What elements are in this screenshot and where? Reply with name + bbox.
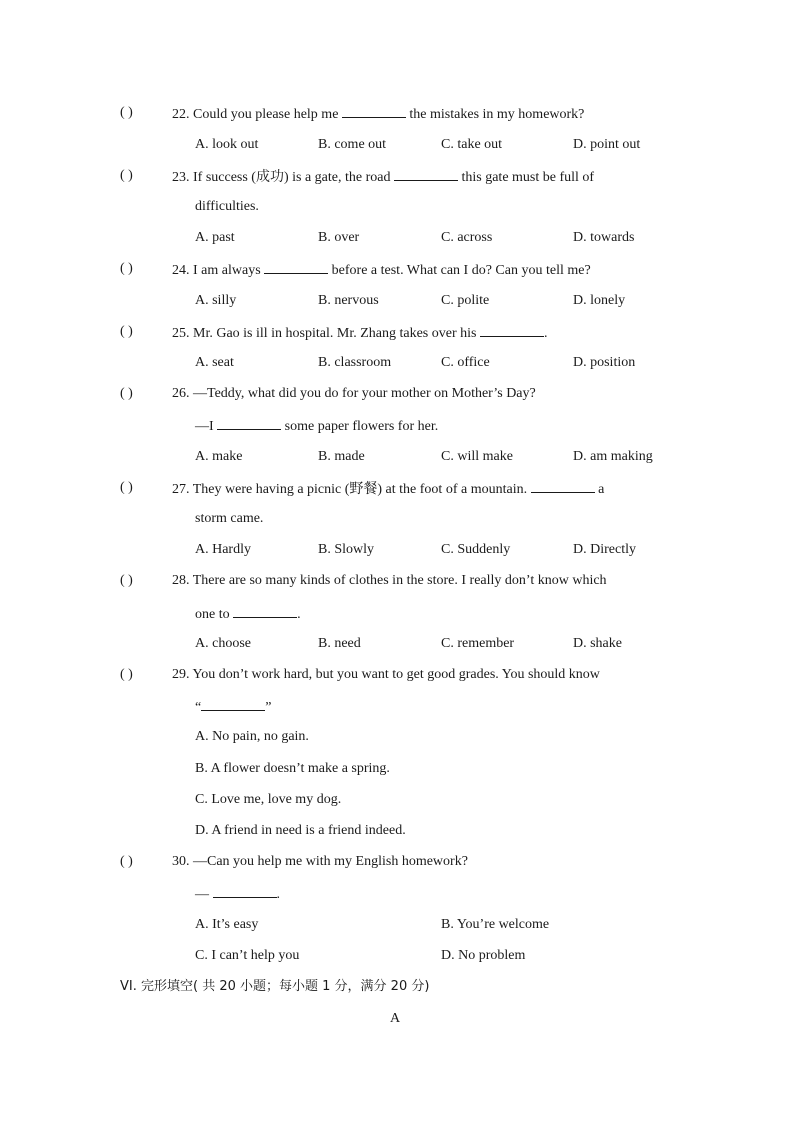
q29-stem: 29. You don’t work hard, but you want to get good grades. You should know: [172, 667, 600, 682]
q26-option-d[interactable]: D. am making: [573, 449, 653, 464]
section-title: VI. 完形填空( 共 20 小题；每小题 1 分，满分 20 分): [120, 979, 430, 994]
q22-paren: ( ): [120, 105, 133, 120]
q26-blank[interactable]: [217, 416, 281, 430]
q30-blank[interactable]: [213, 884, 277, 898]
q25-stem: [172, 323, 547, 343]
q22-stem-a: 22. Could you please help me: [172, 107, 342, 122]
q29-option-c[interactable]: C. Love me, love my dog.: [195, 792, 342, 807]
q25-option-c[interactable]: C. office: [441, 355, 490, 370]
q23-paren: ( ): [120, 168, 133, 183]
q22-blank[interactable]: [342, 104, 406, 118]
q30-reply-b: .: [276, 887, 280, 902]
q23-blank[interactable]: [394, 167, 458, 181]
q28-option-c[interactable]: C. remember: [441, 636, 515, 651]
q30-paren: ( ): [120, 854, 133, 869]
q29-option-b[interactable]: B. A flower doesn’t make a spring.: [195, 761, 390, 776]
q28-option-b[interactable]: B. need: [318, 636, 361, 651]
q25-paren: ( ): [120, 324, 133, 339]
q28-option-d[interactable]: D. shake: [573, 636, 622, 651]
q26-option-b[interactable]: B. made: [318, 449, 365, 464]
q22-option-b[interactable]: B. come out: [318, 137, 387, 152]
q30-option-d[interactable]: D. No problem: [441, 948, 526, 963]
q27-option-a[interactable]: A. Hardly: [195, 542, 251, 557]
q24-option-a[interactable]: A. silly: [195, 293, 237, 308]
q25-option-d[interactable]: D. position: [573, 355, 636, 370]
q29-option-a[interactable]: A. No pain, no gain.: [195, 729, 309, 744]
q25-blank[interactable]: [480, 323, 544, 337]
q24-option-b[interactable]: B. nervous: [318, 293, 379, 308]
q27-stem-a: 27. They were having a picnic (野餐) at the foot of a mountain.: [172, 482, 531, 497]
q23-stem-b: this gate must be full of: [457, 170, 595, 185]
q29-paren: ( ): [120, 667, 133, 682]
q27-stem: [172, 479, 604, 499]
q23-option-b[interactable]: B. over: [318, 230, 360, 245]
q27-paren: ( ): [120, 480, 133, 495]
q26-reply: [195, 416, 438, 436]
q24-stem-b: before a test. What can I do? Can you tell me?: [328, 263, 591, 278]
q24-option-c[interactable]: C. polite: [441, 293, 490, 308]
section-part-label: A: [390, 1011, 401, 1026]
q25-option-a[interactable]: A. seat: [195, 355, 234, 370]
q30-option-b[interactable]: B. You’re welcome: [441, 917, 550, 932]
q24-blank[interactable]: [264, 260, 328, 274]
q28-paren: ( ): [120, 573, 133, 588]
q27-option-b[interactable]: B. Slowly: [318, 542, 375, 557]
q28-cont: [195, 604, 301, 624]
q23-option-d[interactable]: D. towards: [573, 230, 635, 245]
q27-cont: storm came.: [195, 511, 264, 526]
q22-option-d[interactable]: D. point out: [573, 137, 641, 152]
q25-stem-a: 25. Mr. Gao is ill in hospital. Mr. Zhang takes over his: [172, 326, 480, 341]
q30-reply: [195, 884, 280, 904]
q26-option-a[interactable]: A. make: [195, 449, 243, 464]
q28-stem: 28. There are so many kinds of clothes in the store. I really don’t know which: [172, 573, 607, 588]
q25-option-b[interactable]: B. classroom: [318, 355, 392, 370]
q25-stem-b: .: [543, 326, 548, 341]
q28-cont-a: one to: [195, 607, 234, 622]
q22-option-c[interactable]: C. take out: [441, 137, 503, 152]
q30-stem: 30. —Can you help me with my English homework?: [172, 854, 468, 869]
q28-cont-b: .: [297, 607, 301, 622]
q22-stem-b: the mistakes in my homework?: [405, 107, 585, 122]
q30-reply-a: —: [195, 887, 213, 902]
q24-option-d[interactable]: D. lonely: [573, 293, 626, 308]
q27-option-d[interactable]: D. Directly: [573, 542, 636, 557]
q26-paren: ( ): [120, 386, 133, 401]
q27-stem-b: a: [594, 482, 605, 497]
q23-stem: [172, 167, 594, 187]
q30-option-a[interactable]: A. It’s easy: [195, 917, 259, 932]
q29-quote-close: ”: [265, 700, 272, 715]
q23-option-c[interactable]: C. across: [441, 230, 493, 245]
q28-blank[interactable]: [233, 604, 297, 618]
q28-option-a[interactable]: A. choose: [195, 636, 251, 651]
q24-paren: ( ): [120, 261, 133, 276]
q23-option-a[interactable]: A. past: [195, 230, 235, 245]
q29-quote-open: “: [195, 700, 202, 715]
q22-stem: [172, 104, 584, 124]
q30-option-c[interactable]: C. I can’t help you: [195, 948, 300, 963]
q22-option-a[interactable]: A. look out: [195, 137, 259, 152]
q26-stem: 26. —Teddy, what did you do for your mother on Mother’s Day?: [172, 386, 536, 401]
q23-cont: difficulties.: [195, 199, 259, 214]
q26-reply-a: —I: [195, 419, 218, 434]
q29-blank[interactable]: [201, 697, 265, 711]
q23-stem-a: 23. If success (成功) is a gate, the road: [172, 170, 394, 185]
q26-option-c[interactable]: C. will make: [441, 449, 513, 464]
q24-stem: [172, 260, 591, 280]
q24-stem-a: 24. I am always: [172, 263, 265, 278]
q27-blank[interactable]: [531, 479, 595, 493]
q27-option-c[interactable]: C. Suddenly: [441, 542, 511, 557]
q26-reply-b: some paper flowers for her.: [281, 419, 439, 434]
q29-quote: [195, 697, 271, 717]
q29-option-d[interactable]: D. A friend in need is a friend indeed.: [195, 823, 406, 838]
